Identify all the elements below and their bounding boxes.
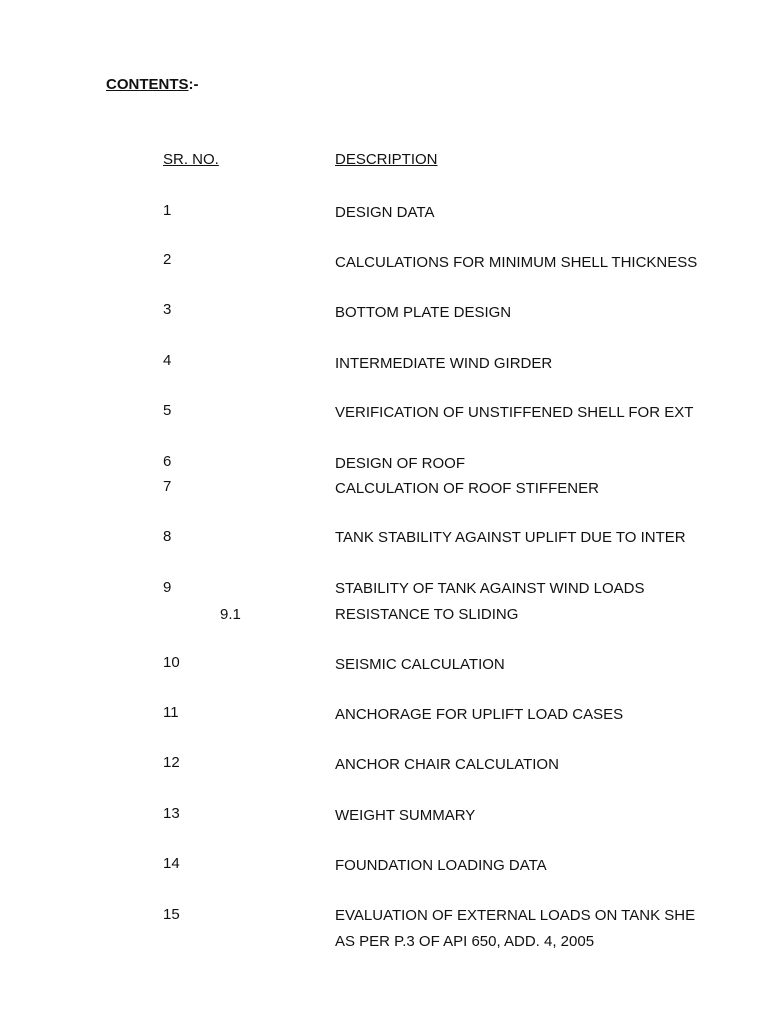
row-number: 5: [163, 402, 172, 419]
page-title-text: CONTENTS: [106, 76, 189, 93]
row-number: 11: [163, 704, 179, 721]
page-title: [106, 76, 199, 93]
row-description: EVALUATION OF EXTERNAL LOADS ON TANK SHE: [335, 907, 696, 924]
row-number: 7: [163, 478, 172, 495]
row-number: 9.1: [220, 606, 241, 623]
row-number: 13: [163, 805, 180, 822]
row-description: DESIGN OF ROOF: [335, 455, 466, 472]
row-number: 2: [163, 251, 172, 268]
row-description: WEIGHT SUMMARY: [335, 807, 476, 824]
row-description: VERIFICATION OF UNSTIFFENED SHELL FOR EXT: [335, 404, 694, 421]
row-description: STABILITY OF TANK AGAINST WIND LOADS: [335, 580, 645, 597]
row-number: 8: [163, 528, 172, 545]
row-description: RESISTANCE TO SLIDING: [335, 606, 519, 623]
row-description: DESIGN DATA: [335, 204, 435, 221]
row-number: 14: [163, 855, 180, 872]
row-number: 15: [163, 906, 180, 923]
row-description: FOUNDATION LOADING DATA: [335, 857, 547, 874]
row-description: ANCHOR CHAIR CALCULATION: [335, 756, 559, 773]
row-description-continuation: AS PER P.3 OF API 650, ADD. 4, 2005: [335, 933, 595, 950]
row-number: 10: [163, 654, 180, 671]
row-number: 6: [163, 453, 172, 470]
row-number: 4: [163, 352, 172, 369]
row-description: BOTTOM PLATE DESIGN: [335, 304, 512, 321]
column-header-sr-no: SR. NO.: [163, 151, 219, 168]
row-number: 1: [163, 202, 172, 219]
page-title-suffix: :-: [188, 76, 199, 93]
row-number: 9: [163, 579, 172, 596]
row-description: SEISMIC CALCULATION: [335, 656, 505, 673]
row-description: CALCULATIONS FOR MINIMUM SHELL THICKNESS: [335, 254, 697, 271]
row-number: 12: [163, 754, 180, 771]
column-header-description: DESCRIPTION: [335, 151, 438, 168]
row-number: 3: [163, 301, 172, 318]
row-description: INTERMEDIATE WIND GIRDER: [335, 355, 553, 372]
row-description: CALCULATION OF ROOF STIFFENER: [335, 480, 599, 497]
row-description: ANCHORAGE FOR UPLIFT LOAD CASES: [335, 706, 624, 723]
row-description: TANK STABILITY AGAINST UPLIFT DUE TO INTER: [335, 529, 686, 546]
